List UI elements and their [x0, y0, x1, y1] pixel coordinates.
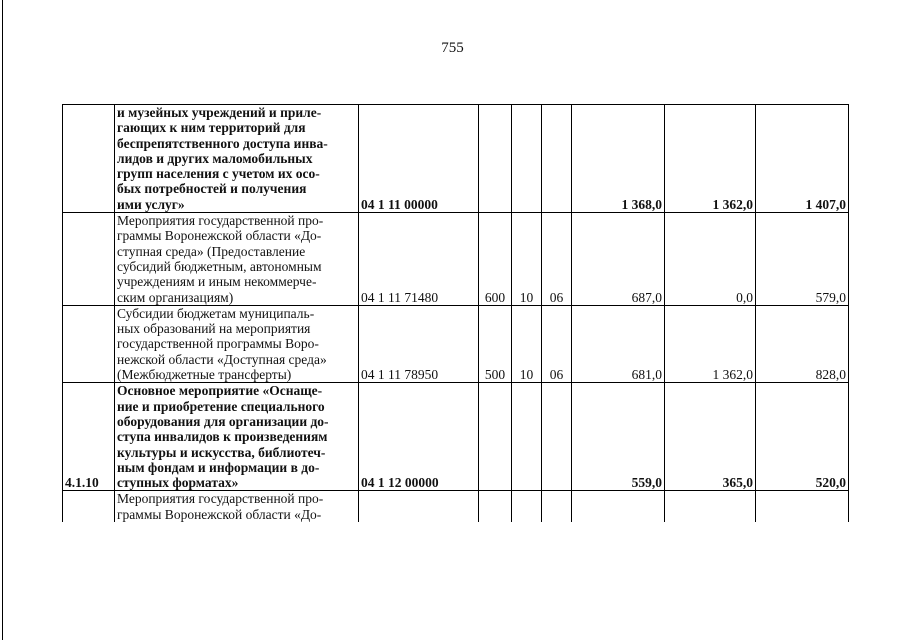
page-left-edge-line: [2, 0, 3, 640]
amount-year-3-cell: 1 407,0: [756, 105, 849, 213]
item-name-cell: Мероприятия государственной про- граммы Воронежской области «До- ступная среда» (Предоставление субсидий бюджетным, автономным учреждениям и иным некоммерче- ским организациям): [115, 213, 359, 306]
amount-year-1-cell: [572, 491, 665, 522]
amount-year-1-cell: 681,0: [572, 305, 665, 382]
target-article-code-cell: 04 1 12 00000: [359, 383, 479, 491]
target-article-code-cell: 04 1 11 00000: [359, 105, 479, 213]
item-name-cell: Субсидии бюджетам муниципаль- ных образований на мероприятия государственной программы Воро- нежской области «Доступная среда» (Межбюджетные трансферты): [115, 305, 359, 382]
amount-year-2-cell: 365,0: [665, 383, 756, 491]
amount-year-2-cell: 1 362,0: [665, 305, 756, 382]
section-cell: 10: [512, 305, 542, 382]
subsection-cell: 06: [542, 305, 572, 382]
amount-year-3-cell: 520,0: [756, 383, 849, 491]
expense-type-cell: [479, 491, 512, 522]
table-row: [63, 305, 849, 382]
amount-year-1-cell: 559,0: [572, 383, 665, 491]
table-row: [63, 383, 849, 491]
section-cell: [512, 491, 542, 522]
section-cell: [512, 105, 542, 213]
item-name-cell: и музейных учреждений и приле- гающих к ним территорий для беспрепятственного доступа инва- лидов и других маломобильных групп населения с учетом их осо- бых потребностей и получения ими услуг»: [115, 105, 359, 213]
amount-year-3-cell: [756, 491, 849, 522]
item-name-cell: Мероприятия государственной про- граммы Воронежской области «До-: [115, 491, 359, 522]
table-row: [63, 105, 849, 213]
row-number-cell: 4.1.10: [63, 383, 115, 491]
table-row: [63, 491, 849, 522]
subsection-cell: 06: [542, 213, 572, 306]
row-number-cell: [63, 213, 115, 306]
expense-type-cell: 600: [479, 213, 512, 306]
target-article-code-cell: [359, 491, 479, 522]
subsection-cell: [542, 491, 572, 522]
subsection-cell: [542, 383, 572, 491]
expense-type-cell: [479, 383, 512, 491]
subsection-cell: [542, 105, 572, 213]
target-article-code-cell: 04 1 11 71480: [359, 213, 479, 306]
target-article-code-cell: 04 1 11 78950: [359, 305, 479, 382]
expense-type-cell: 500: [479, 305, 512, 382]
amount-year-2-cell: [665, 491, 756, 522]
row-number-cell: [63, 491, 115, 522]
table-row: [63, 213, 849, 306]
amount-year-1-cell: 1 368,0: [572, 105, 665, 213]
row-number-cell: [63, 305, 115, 382]
item-name-cell: Основное мероприятие «Оснаще- ние и приобретение специального оборудования для организации до- ступа инвалидов к произведениям культуры и искусства, библиотеч- ным фондам и информации в до- ступных форматах»: [115, 383, 359, 491]
amount-year-3-cell: 828,0: [756, 305, 849, 382]
budget-table: [62, 104, 849, 522]
section-cell: 10: [512, 213, 542, 306]
page-number: 755: [441, 40, 464, 56]
amount-year-3-cell: 579,0: [756, 213, 849, 306]
amount-year-2-cell: 0,0: [665, 213, 756, 306]
amount-year-2-cell: 1 362,0: [665, 105, 756, 213]
expense-type-cell: [479, 105, 512, 213]
row-number-cell: [63, 105, 115, 213]
section-cell: [512, 383, 542, 491]
amount-year-1-cell: 687,0: [572, 213, 665, 306]
